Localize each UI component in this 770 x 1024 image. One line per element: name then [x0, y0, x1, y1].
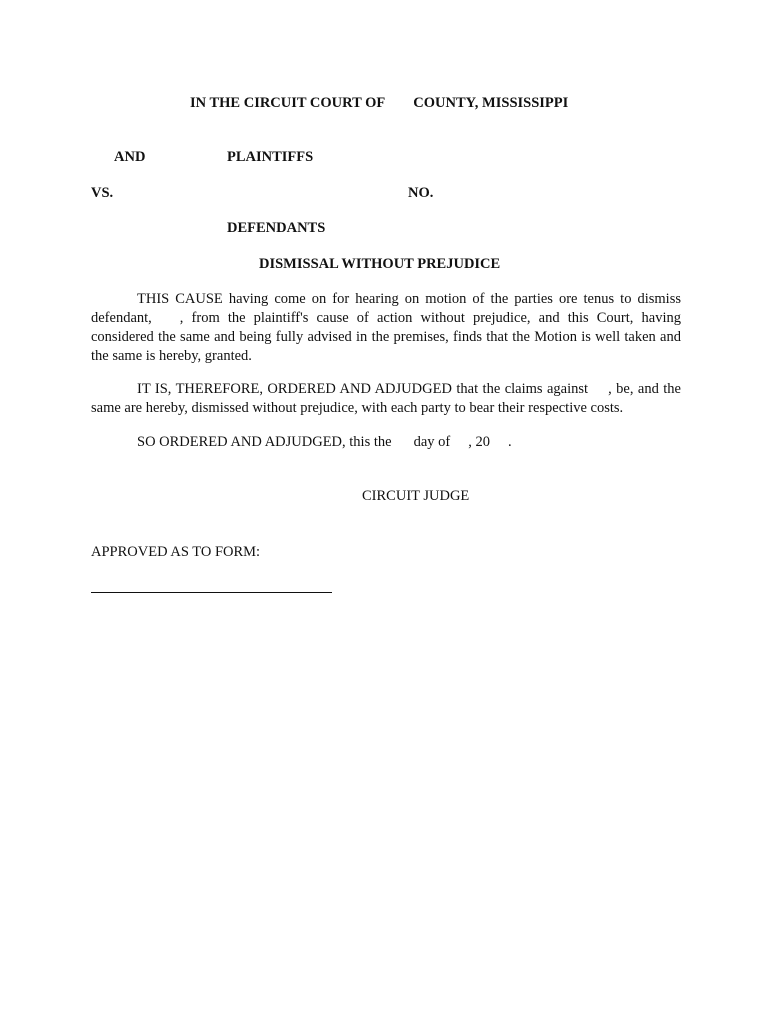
approval-signature-line [91, 592, 332, 593]
approved-as-to-form-label: APPROVED AS TO FORM: [91, 544, 261, 560]
court-heading-prefix: IN THE CIRCUIT COURT OF [190, 95, 386, 111]
court-heading-suffix: COUNTY, MISSISSIPPI [413, 95, 569, 111]
circuit-judge-label: CIRCUIT JUDGE [362, 488, 470, 504]
paragraph-motion-part1: THIS CAUSE having come on for hearing on motion of the parties ore tenus to dismiss defendant, [91, 291, 681, 326]
court-heading [190, 96, 568, 111]
paragraph-order [91, 380, 681, 418]
defendants-label: DEFENDANTS [227, 220, 326, 236]
ordered-line-part1: SO ORDERED AND ADJUDGED, this the [137, 434, 392, 450]
vs-label: VS. [91, 185, 114, 201]
ordered-line-period: . [507, 434, 512, 450]
ordered-line-day-of: day of [413, 434, 451, 450]
case-number-label: NO. [408, 185, 434, 201]
paragraph-order-part1: IT IS, THEREFORE, ORDERED AND ADJUDGED that the claims against [137, 381, 589, 397]
and-label: AND [114, 149, 146, 165]
paragraph-motion [91, 290, 681, 366]
ordered-line [137, 435, 512, 450]
paragraph-order-part2: , be, and the same are hereby, dismissed without prejudice, with each party to bear their respective costs. [91, 381, 681, 416]
paragraph-motion-part2: , from the plaintiff's cause of action without prejudice, and this Court, having considered the same and being fully advised in the premises, finds that the Motion is well taken and the same is hereby, granted. [91, 310, 681, 364]
document-title: DISMISSAL WITHOUT PREJUDICE [259, 256, 501, 272]
ordered-line-year-prefix: , 20 [468, 434, 490, 450]
plaintiffs-label: PLAINTIFFS [227, 149, 314, 165]
